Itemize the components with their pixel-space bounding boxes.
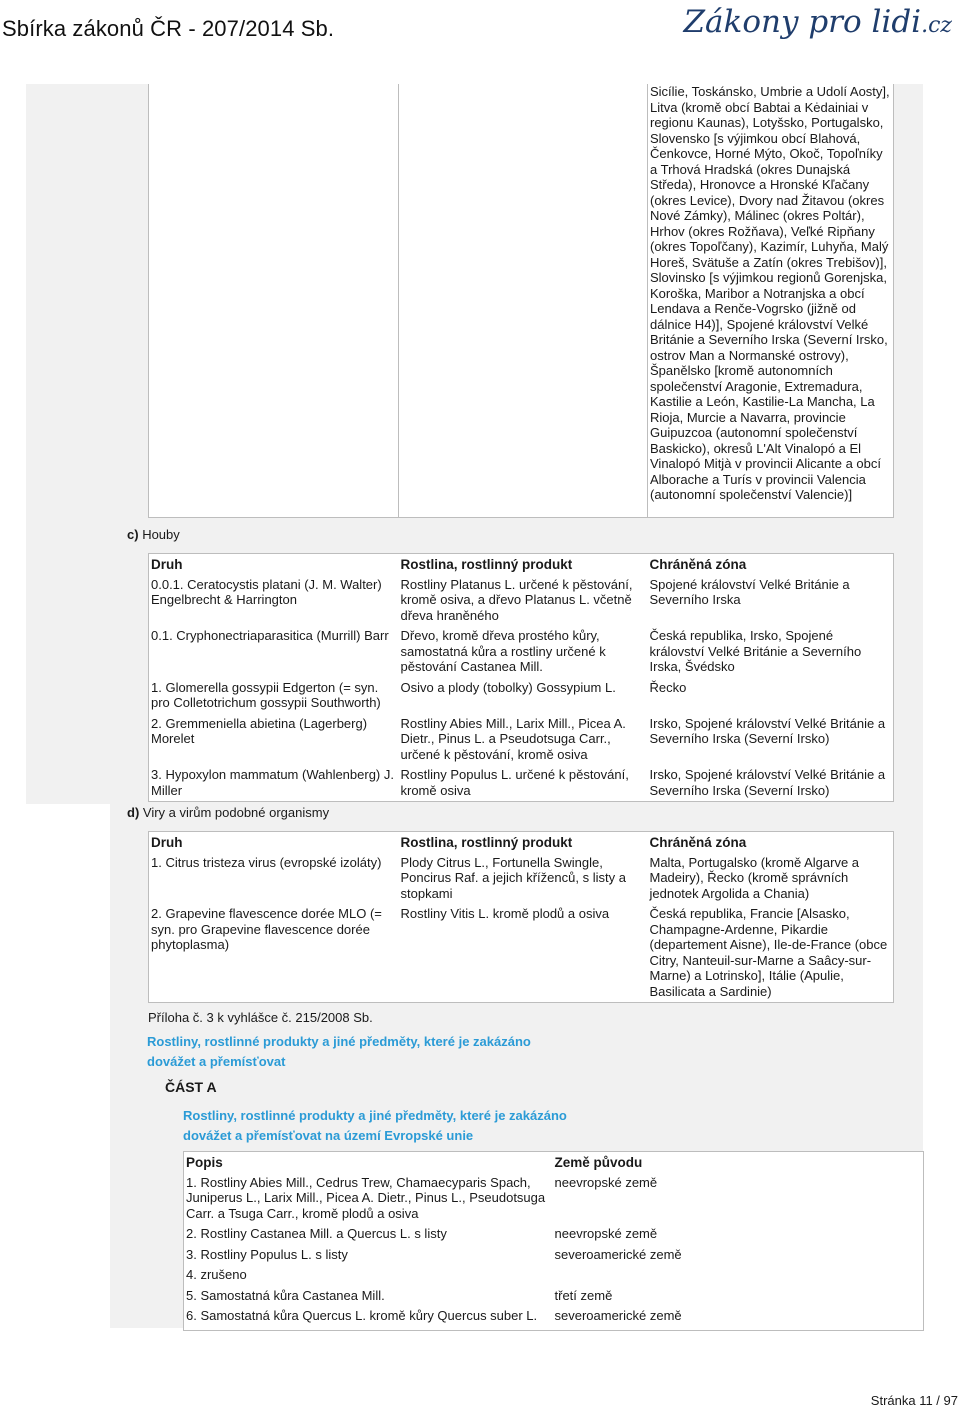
- table-row: [184, 1173, 924, 1225]
- column-header: Chráněná zóna: [649, 835, 747, 850]
- table-cell: [553, 1265, 924, 1286]
- table-cell: Rostliny Vitis L. kromě plodů a osiva: [400, 906, 610, 921]
- part-a-title: Rostliny, rostlinné produkty a jiné předměty, které je zakázáno dovážet a přemísťovat na území Evropské unie: [183, 1108, 567, 1143]
- table-row: [184, 1224, 924, 1245]
- table-header-row: [184, 1152, 924, 1173]
- table-cell: 0.0.1. Ceratocystis platani (J. M. Walter) Engelbrecht & Harrington: [151, 576, 382, 607]
- table-cell: 1. Glomerella gossypii Edgerton (= syn. pro Colletotrichum gossypii Southworth): [151, 679, 381, 710]
- table-row: [149, 765, 894, 802]
- column-header: Druh: [151, 835, 183, 850]
- table-cell: 3. Rostliny Populus L. s listy: [186, 1246, 348, 1262]
- column-header: Rostlina, rostlinný produkt: [400, 835, 573, 850]
- table-cell: 3. Hypoxylon mammatum (Wahlenberg) J. Miller: [151, 767, 394, 798]
- table-row: [149, 626, 894, 678]
- indent-background: [26, 84, 110, 804]
- continuation-table: [148, 84, 894, 518]
- column-header: Druh: [151, 557, 183, 572]
- annex-title: Rostliny, rostlinné produkty a jiné předměty, které je zakázáno dovážet a přemísťovat: [147, 1034, 531, 1069]
- table-cell: 1. Rostliny Abies Mill., Cedrus Trew, Chamaecyparis Spach, Juniperus L., Larix Mill., Picea A. Dietr., Pinus L., Pseudotsuga Carr. a Tsuga Carr., kromě plodů a osiva: [186, 1174, 546, 1221]
- table-header-row: [149, 554, 894, 575]
- prohibited-items-table: [183, 1151, 924, 1331]
- table-cell: 2. Grapevine flavescence dorée MLO (= syn. pro Grapevine flavescence dorée phytoplasma): [151, 906, 382, 952]
- table-cell: Irsko, Spojené království Velké Británie a Severního Irska (Severní Irsko): [649, 715, 886, 746]
- table-cell: 0.1. Cryphonectriaparasitica (Murrill) Barr: [151, 628, 389, 643]
- table-cell: severoamerické země: [554, 1246, 682, 1262]
- table-cell: Spojené království Velké Británie a Severního Irska: [649, 576, 850, 607]
- table-header-row: [149, 832, 894, 853]
- section-c-heading: [127, 527, 180, 543]
- table-cell: Osivo a plody (tobolky) Gossypium L.: [400, 679, 616, 695]
- table-cell: Rostliny Populus L. určené k pěstování, kromě osiva: [400, 767, 629, 798]
- table-cell: Malta, Portugalsko (kromě Algarve a Madeiry), Řecko (kromě správních jednotek Argolida a Chania): [649, 854, 860, 901]
- table-row: [149, 575, 894, 627]
- annex-reference: Příloha č. 3 k vyhlášce č. 215/2008 Sb.: [148, 1010, 373, 1025]
- table-row: [184, 1327, 924, 1331]
- table-row: [149, 904, 894, 1003]
- table-cell: neevropské země: [554, 1174, 658, 1190]
- logo-suffix: .cz: [921, 13, 952, 38]
- table-cell: severoamerické země: [554, 1308, 682, 1323]
- table-row: [184, 1306, 924, 1327]
- table-row: [149, 853, 894, 905]
- column-header: Popis: [186, 1155, 223, 1170]
- page-header: [0, 0, 960, 60]
- table-row: [184, 1245, 924, 1266]
- section-d-heading: [127, 805, 329, 821]
- table-row: [149, 84, 894, 518]
- table-row: [184, 1286, 924, 1307]
- table-cell: Irsko, Spojené království Velké Británie a Severního Irska (Severní Irsko): [649, 767, 886, 798]
- table-cell: 6. Samostatná kůra Quercus L. kromě kůry Quercus suber L.: [186, 1308, 538, 1323]
- section-letter: d): [127, 805, 140, 820]
- fungi-table: [148, 553, 894, 802]
- column-header: Země původu: [554, 1155, 643, 1170]
- column-header: Chráněná zóna: [649, 557, 747, 572]
- table-cell: Rostliny Platanus L. určené k pěstování, kromě osiva, a dřevo Platanus L. včetně dřeva hraněného: [400, 576, 633, 623]
- part-a-label: ČÁST A: [165, 1079, 217, 1095]
- logo-text: Zákony pro lidi: [683, 4, 922, 40]
- section-title: Viry a virům podobné organismy: [142, 805, 330, 820]
- section-title: Houby: [142, 527, 180, 542]
- section-letter: c): [127, 527, 139, 542]
- table-cell: 5. Samostatná kůra Castanea Mill.: [186, 1287, 385, 1303]
- table-cell: 2. Rostliny Castanea Mill. a Quercus L. s listy: [186, 1226, 447, 1241]
- column-header: Rostlina, rostlinný produkt: [400, 557, 573, 572]
- table-row: [149, 714, 894, 766]
- document-title: Sbírka zákonů ČR - 207/2014 Sb.: [2, 16, 335, 41]
- table-cell: 1. Citrus tristeza virus (evropské izoláty): [151, 854, 382, 870]
- table-cell: Řecko: [649, 679, 687, 695]
- site-logo[interactable]: [684, 2, 952, 46]
- table-cell: Česká republika, Francie [Alsasko, Champagne-Ardenne, Pikardie (departement Aisne), Ile-de-France (obce Citry, Nanteuil-sur-Marne a Saâcy-sur-Marne) a Lotrinsko], Itálie (Apulie, Basilicata a Sardinie): [649, 906, 888, 999]
- table-cell: Rostliny Abies Mill., Larix Mill., Picea A. Dietr., Pinus L. a Pseudotsuga Carr., určené k pěstování, kromě osiva: [400, 715, 626, 762]
- viruses-table: [148, 831, 894, 1003]
- page-number: Stránka 11 / 97: [870, 1393, 958, 1408]
- table-cell: Plody Citrus L., Fortunella Swingle, Poncirus Raf. a jejich kříženců, s listy a stopkami: [400, 854, 626, 901]
- protected-zone-continuation: Sicílie, Toskánsko, Umbrie a Udolí Aosty], Litva (kromě obcí Babtai a Kėdainiai v regionu Kaunas), Lotyšsko, Portugalsko, Slovensko [s výjimkou obcí Blahová, Čenkovce, Horné Mýto, Okoč, Topoľníky a Trhová Hradská (okres Dunajská Středa), Hronovce a Hronské Kľačany (okres Levice), Dvory nad Žitavou (okres Nové Zámky), Málinec (okres Poltár), Hrhov (okres Rožňava), Veľké Ripňany (okres Topoľčany), Kazimír, Luhyňa, Malý Horeš, Svätuše a Zatín (okres Trebišov)], Slovinsko [s výjimkou regionů Gorenjska, Koroška, Maribor a Notranjska a obcí Lendava a Renče-Vogrsko (jižně od dálnice H4)], Spojené království Velké Británie a Severního Irska (Severní Irsko, ostrov Man a Normanské ostrovy), Španělsko [kromě autonomních společenství Aragonie, Extremadura, Kastilie a León, Kastilie-La Mancha, La Rioja, Murcie a Navarra, provincie Guipuzcoa (autonomní společenství Baskicko), okresů L'Alt Vinalopó a El Vinalopó Mitjà v provincii Alicante a obcí Alborache a Turís v provincii Valencia (autonomní společenství Valencie)]: [648, 84, 894, 518]
- table-cell: 2. Gremmeniella abietina (Lagerberg) Morelet: [151, 715, 368, 746]
- table-cell: [553, 1327, 924, 1331]
- table-cell: Dřevo, kromě dřeva prostého kůry, samostatná kůra a rostliny určené k pěstování Castanea Mill.: [400, 628, 606, 674]
- table-row: [149, 678, 894, 714]
- table-cell: neevropské země: [554, 1226, 658, 1241]
- table-row: [184, 1265, 924, 1286]
- table-cell: 4. zrušeno: [186, 1267, 247, 1282]
- table-cell: Česká republika, Irsko, Spojené království Velké Británie a Severního Irska, Švédsko: [649, 628, 862, 674]
- table-cell: [184, 1327, 553, 1331]
- table-cell: třetí země: [554, 1287, 613, 1303]
- table-cell: [399, 84, 648, 518]
- table-cell: [149, 84, 399, 518]
